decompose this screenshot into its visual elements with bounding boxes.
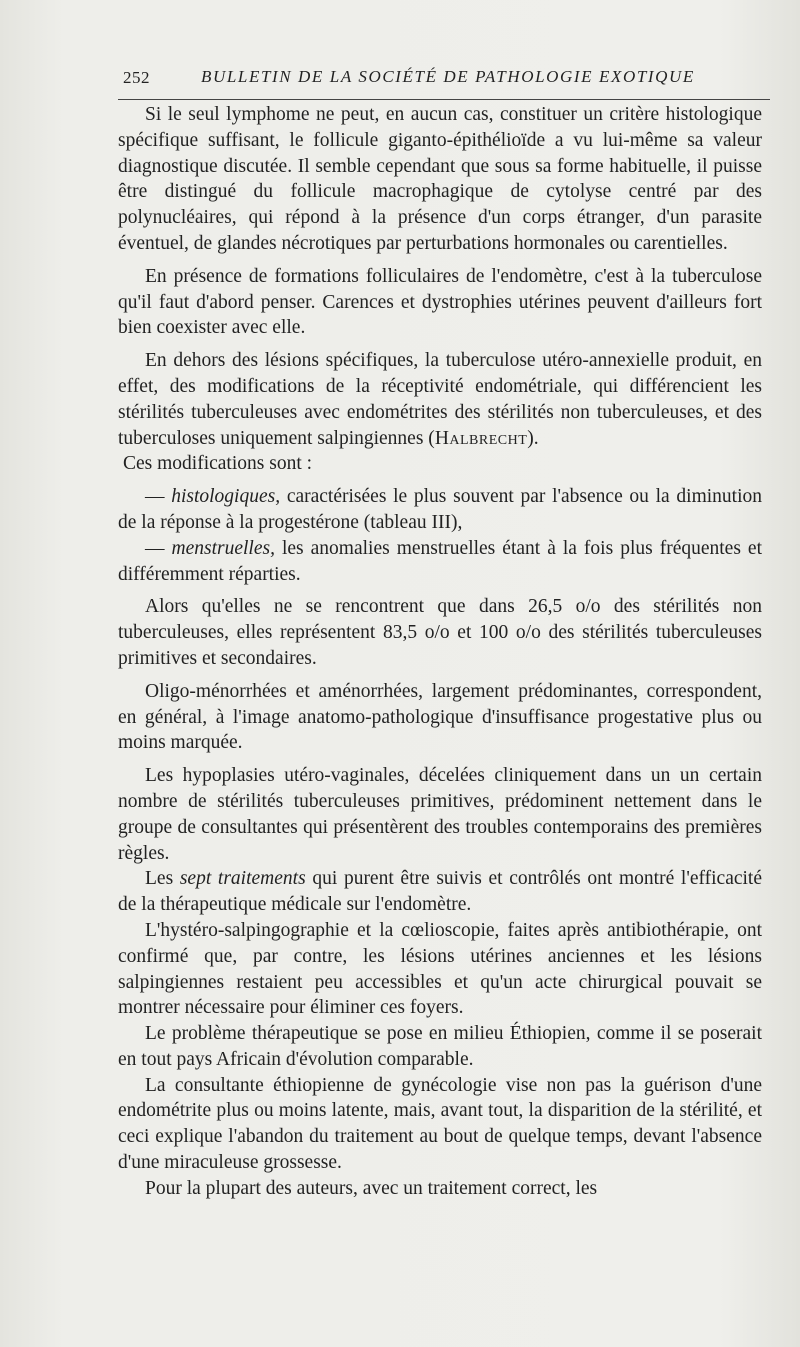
list-dash: — — [145, 486, 165, 508]
paragraph-sept-traitements — [118, 866, 762, 918]
paragraph-lesions-specifiques — [118, 348, 762, 451]
running-header — [123, 64, 763, 94]
paragraph-formations-folliculaires: En présence de formations folliculaires de l'endomètre, c'est à la tuberculose qu'il faut d'abord penser. Carences et dystrophies utérines peuvent d'ailleurs fort bien coexister avec elle. — [118, 265, 762, 339]
paragraph-hystero-salpingographie: L'hystéro-salpingographie et la cœlioscopie, faites après antibiothérapie, ont confirmé que, par contre, les lésions utérines anciennes et les lésions salpingiennes restaient peu accessibles et qu'un acte chirurgical pouvait se montrer nécessaire pour éliminer ces foyers. — [118, 919, 762, 1019]
paragraph-hypoplasies: Les hypoplasies utéro-vaginales, décelées cliniquement dans un un certain nombre de stérilités tuberculeuses primitives, prédominent nettement dans le groupe de consultantes qui présentèrent des troubles contemporains des premières règles. — [118, 765, 762, 864]
running-title: BULLETIN DE LA SOCIÉTÉ DE PATHOLOGIE EXOTIQUE — [201, 67, 695, 86]
paragraph-lymphome: Si le seul lymphome ne peut, en aucun cas, constituer un critère histologique spécifique suffisant, le follicule giganto-épithélioïde a vu lui-même sa valeur diagnostique discutée. Il semble cependant que sous sa forme habituelle, il puisse être distingué du follicule macrophagique de cytolyse centré par des polynucléaires, qui répond à la présence d'un corps étranger, d'un parasite éventuel, de glandes nécrotiques par perturbations hormonales ou carentielles. — [118, 104, 762, 254]
article-body — [118, 102, 762, 1202]
page-number: 252 — [123, 68, 150, 87]
list-term: histologiques, — [171, 486, 281, 508]
list-term: menstruelles, — [171, 537, 275, 559]
paragraph-text-end: qui purent être suivis et contrôlés ont montré l'efficacité de la thérapeutique médicale sur l'endomètre. — [118, 868, 763, 916]
paragraph-text-end: ). — [527, 427, 539, 449]
header-rule — [118, 99, 770, 100]
paragraph-consultante-ethiopienne: La consultante éthiopienne de gynécologie vise non pas la guérison d'une endométrite plus ou moins latente, mais, avant tout, la disparition de la stérilité, et ceci explique l'abandon du traitement au bout de quelque temps, devant l'absence d'une miraculeuse grossesse. — [118, 1074, 762, 1174]
paragraph-oligo-menorrhees: Oligo-ménorrhées et aménorrhées, largement prédominantes, correspondent, en général, à l'image anatomo-pathologique d'insuffisance progestative plus ou moins marquée. — [118, 680, 762, 754]
paragraph-text: Les — [145, 868, 180, 890]
list-text: caractérisées le plus souvent par l'absence ou la diminution de la réponse à la progestérone (tableau III), — [118, 486, 763, 533]
paragraph-statistiques: Alors qu'elles ne se rencontrent que dans 26,5 o/o des stérilités non tuberculeuses, elles représentent 83,5 o/o et 100 o/o des stérilités tuberculeuses primitives et secondaires. — [118, 596, 762, 669]
emphasis-text: sept traitements — [179, 868, 306, 890]
list-dash: — — [145, 537, 165, 559]
paragraph-plupart-auteurs: Pour la plupart des auteurs, avec un traitement correct, les — [145, 1177, 598, 1199]
list-text: les anomalies menstruelles étant à la fois plus fréquentes et différemment réparties. — [118, 537, 763, 585]
list-item-menstruelles — [118, 536, 762, 588]
paragraph-probleme-therapeutique: Le problème thérapeutique se pose en milieu Éthiopien, comme il se poserait en tout pays Africain d'évolution comparable. — [118, 1023, 762, 1070]
author-name: Halbrecht — [434, 427, 528, 449]
list-item-histologiques — [118, 484, 762, 536]
paragraph-text: En dehors des lésions spécifiques, la tuberculose utéro-annexielle produit, en effet, des modifications de la réceptivité endométriale, qui différencient les stérilités tuberculeuses avec endométrites des stérilités non tuberculeuses, et des tuberculoses uniquement salpingiennes ( — [118, 350, 762, 449]
paragraph-modifications-intro: Ces modifications sont : — [123, 453, 313, 475]
